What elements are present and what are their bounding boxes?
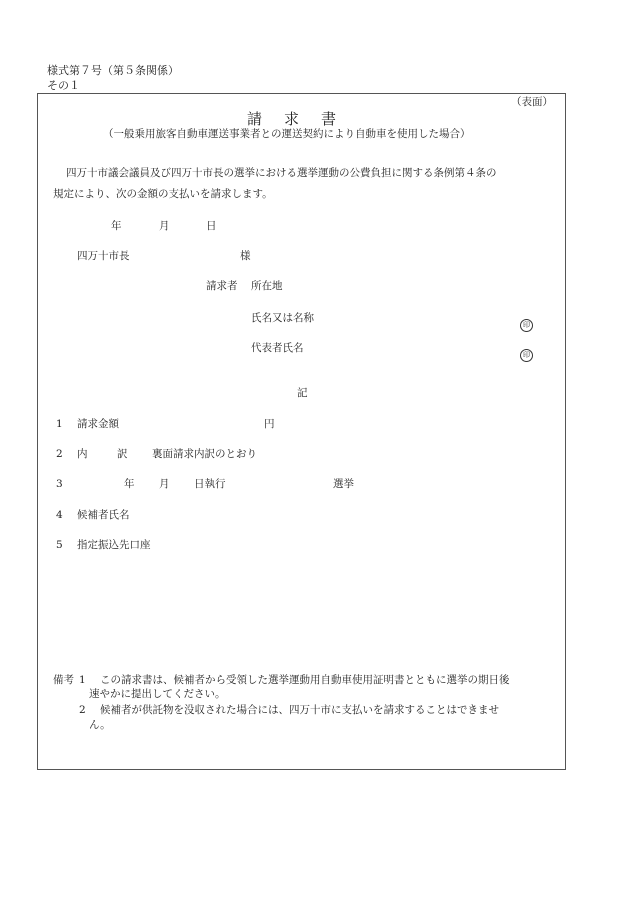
note-1-line-1: この請求書は、候補者から受領した選挙運動用自動車使用証明書とともに選挙の期日後 [100, 674, 510, 686]
item-3-election: 選挙 [333, 478, 354, 490]
date-day: 日 [206, 220, 217, 232]
side-label: （表面） [511, 96, 553, 108]
form-number: 様式第７号（第５条関係） [47, 64, 179, 77]
item-2-number: 2 [56, 448, 63, 460]
item-2-label-b: 訳 [117, 448, 128, 460]
claimant-name-label: 氏名又は名称 [251, 312, 314, 324]
note-1-number: 1 [79, 674, 86, 686]
item-3-day-exec: 日執行 [194, 478, 226, 490]
document-subtitle: （一般乗用旅客自動車運送事業者との運送契約により自動車を使用した場合） [103, 128, 471, 140]
name-seal-mark [520, 312, 533, 332]
item-5-label: 指定振込先口座 [77, 539, 151, 551]
item-1-label: 請求金額 [77, 418, 119, 430]
intro-line-1: 四万十市議会議員及び四万十市長の選挙における選挙運動の公費負担に関する条例第４条の [66, 167, 497, 179]
item-5-number: 5 [56, 539, 63, 551]
note-1-line-2: 速やかに提出してください。 [89, 688, 226, 700]
note-2-number: 2 [79, 704, 86, 716]
ki-heading: 記 [297, 387, 308, 399]
note-2-line-1: 候補者が供託物を没収された場合には、四万十市に支払いを請求することはできませ [100, 704, 499, 716]
claimant-rep-label: 代表者氏名 [251, 342, 304, 354]
date-month: 月 [159, 220, 170, 232]
seal-icon: 印 [520, 319, 533, 332]
item-3-number: 3 [56, 478, 63, 490]
notes-heading: 備考 [53, 674, 74, 686]
item-1-number: 1 [56, 418, 63, 430]
item-4-label: 候補者氏名 [77, 509, 130, 521]
intro-line-2: 規定により、次の金額の支払いを請求します。 [53, 188, 273, 200]
claimant-address-label: 所在地 [251, 280, 283, 292]
item-2-value: 裏面請求内訳のとおり [152, 448, 257, 460]
item-3-month: 月 [159, 478, 170, 490]
form-sub-number: その１ [47, 79, 80, 92]
item-2-label-a: 内 [77, 448, 88, 460]
addressee-name: 四万十市長 [77, 250, 130, 262]
claimant-label: 請求者 [206, 280, 238, 292]
seal-icon: 印 [520, 349, 533, 362]
item-1-suffix: 円 [264, 418, 275, 430]
item-3-year: 年 [124, 478, 135, 490]
item-4-number: 4 [56, 509, 63, 521]
addressee-honorific: 様 [240, 250, 251, 262]
note-2-line-2: ん。 [89, 719, 111, 731]
rep-seal-mark [520, 342, 533, 362]
date-year: 年 [111, 220, 122, 232]
document-title: 請求書 [247, 110, 359, 128]
